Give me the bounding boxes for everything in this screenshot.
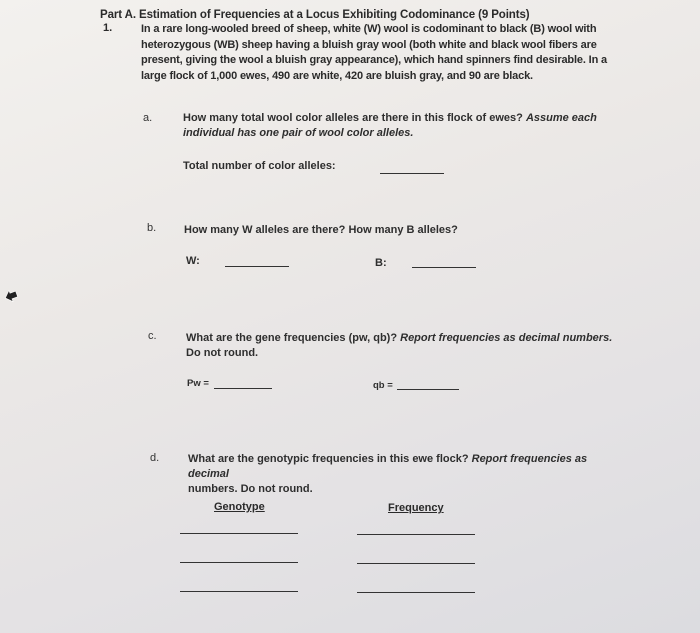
part-a-question-italic: Assume each individual has one pair of wool color alleles.: [183, 112, 597, 139]
part-c-question: [186, 331, 626, 361]
q-b-label: qb =: [373, 380, 393, 391]
genotype-answer-blank[interactable]: [180, 591, 298, 592]
p-w-answer-blank[interactable]: [214, 388, 272, 389]
part-d-letter: d.: [150, 452, 160, 464]
genotype-answer-blank[interactable]: [180, 533, 298, 534]
part-a-question: [183, 111, 623, 141]
part-b-letter: b.: [147, 222, 157, 234]
w-alleles-answer-blank[interactable]: [225, 266, 289, 267]
mouse-pointer-icon: [4, 289, 18, 308]
part-b-question: How many W alleles are there? How many B alleles?: [184, 224, 458, 236]
part-d-question-tail: numbers. Do not round.: [188, 483, 313, 495]
part-d-question: [188, 452, 628, 497]
b-alleles-answer-blank[interactable]: [412, 267, 476, 268]
total-alleles-label: Total number of color alleles:: [183, 160, 336, 172]
part-d-question-plain: What are the genotypic frequencies in this ewe flock?: [188, 453, 469, 465]
frequency-column-header: Frequency: [388, 502, 444, 514]
total-alleles-answer-blank[interactable]: [380, 173, 444, 174]
p-w-label: Pw =: [187, 378, 209, 389]
b-alleles-label: B:: [375, 257, 387, 269]
frequency-answer-blank[interactable]: [357, 534, 475, 535]
part-d-question-italic: Report frequencies as decimal: [188, 453, 588, 480]
part-a-letter: a.: [143, 112, 153, 124]
part-c-letter: c.: [148, 330, 157, 342]
part-c-question-plain: What are the gene frequencies (pw, qb)?: [186, 332, 398, 344]
part-a-question-plain: How many total wool color alleles are there in this flock of ewes?: [183, 112, 523, 124]
part-c-question-italic: Report frequencies as decimal numbers.: [400, 332, 613, 344]
question-intro-text: In a rare long-wooled breed of sheep, white (W) wool is codominant to black (B) wool with heterozygous (WB) sheep having a bluish gray wool (both white and black wool fibers are present, giving the wool a bluish gray appearance), which hand spinners find desirable. In a large flock of 1,000 ewes, 490 are white, 420 are bluish gray, and 90 are black.: [141, 23, 608, 82]
frequency-answer-blank[interactable]: [357, 563, 475, 564]
genotype-answer-blank[interactable]: [180, 562, 298, 563]
w-alleles-label: W:: [186, 255, 200, 267]
part-title: Part A. Estimation of Frequencies at a Locus Exhibiting Codominance (9 Points): [100, 9, 530, 21]
question-number: 1.: [103, 22, 113, 34]
genotype-column-header: Genotype: [214, 501, 265, 513]
part-c-question-tail: Do not round.: [186, 347, 259, 359]
frequency-answer-blank[interactable]: [357, 592, 475, 593]
q-b-answer-blank[interactable]: [397, 389, 459, 390]
